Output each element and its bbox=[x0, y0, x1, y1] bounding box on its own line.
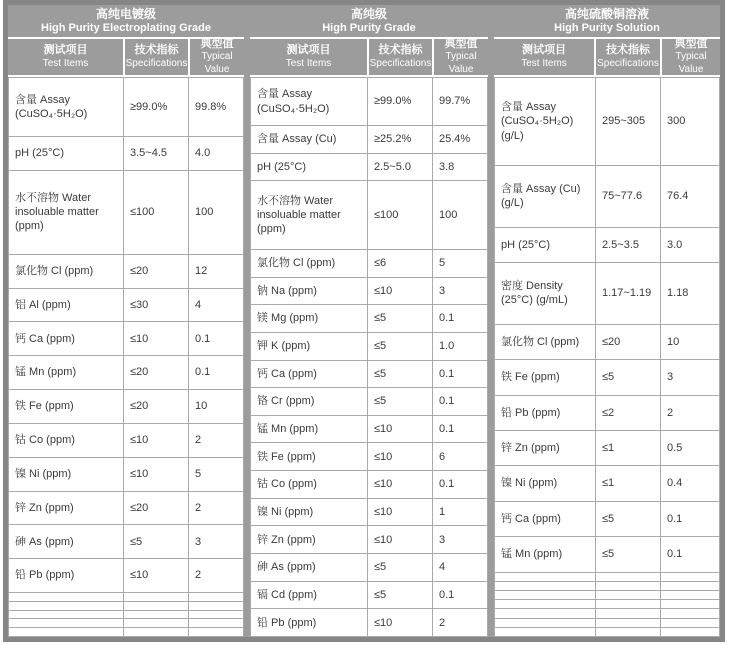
cell-test-item: 钙 Ca (ppm) bbox=[495, 501, 596, 536]
column-header-specifications bbox=[369, 39, 432, 75]
table-row bbox=[251, 181, 488, 250]
cell-test-item bbox=[495, 609, 596, 618]
section-body-table bbox=[494, 77, 720, 637]
cell-typical-value bbox=[661, 618, 720, 627]
cell-typical-value: 3 bbox=[433, 526, 488, 554]
cell-specification: ≤5 bbox=[368, 554, 433, 582]
table-row bbox=[495, 627, 720, 636]
cell-test-item: 含量 Assay (CuSO₄·5H₂O) (g/L) bbox=[495, 78, 596, 166]
table-row bbox=[251, 388, 488, 416]
cell-test-item: 砷 As (ppm) bbox=[9, 525, 124, 559]
cell-specification: ≤10 bbox=[124, 559, 189, 593]
table-row bbox=[495, 324, 720, 359]
table-row bbox=[9, 559, 244, 593]
table-row bbox=[9, 254, 244, 288]
column-header-label-en: Specifications bbox=[597, 57, 659, 69]
table-row bbox=[9, 423, 244, 457]
cell-typical-value: 0.1 bbox=[433, 388, 488, 416]
table-row bbox=[251, 443, 488, 471]
cell-typical-value: 99.8% bbox=[189, 78, 244, 137]
column-header-label-zh: 技术指标 bbox=[134, 43, 179, 56]
cell-test-item: 镉 Cd (ppm) bbox=[251, 581, 368, 609]
table-row bbox=[9, 78, 244, 137]
section-body-table bbox=[8, 77, 244, 637]
cell-specification: ≤10 bbox=[124, 457, 189, 491]
cell-test-item: 氯化物 Cl (ppm) bbox=[9, 254, 124, 288]
table-row bbox=[9, 601, 244, 610]
section-title-en: High Purity Solution bbox=[554, 21, 660, 34]
table-row bbox=[251, 153, 488, 181]
cell-typical-value bbox=[661, 600, 720, 609]
section-title-high-purity-grade bbox=[250, 5, 488, 37]
cell-specification: ≥99.0% bbox=[124, 78, 189, 137]
table-row bbox=[9, 491, 244, 525]
column-header-specifications bbox=[125, 39, 188, 75]
table-row bbox=[495, 263, 720, 325]
cell-typical-value: 2 bbox=[189, 491, 244, 525]
cell-typical-value: 0.1 bbox=[189, 322, 244, 356]
cell-specification: ≤5 bbox=[596, 537, 661, 572]
column-header-label-en: Test Items bbox=[42, 57, 89, 69]
cell-specification bbox=[596, 581, 661, 590]
cell-test-item: 钾 K (ppm) bbox=[251, 332, 368, 360]
section-title-zh: 高纯硫酸铜溶液 bbox=[564, 6, 649, 21]
column-header-label-zh: 典型值 bbox=[200, 37, 234, 50]
cell-specification: ≤10 bbox=[368, 277, 433, 305]
column-header-typical-value bbox=[434, 39, 488, 75]
cell-typical-value: 0.1 bbox=[433, 471, 488, 499]
section-title-electroplating-grade bbox=[8, 5, 244, 37]
cell-test-item: 铅 Pb (ppm) bbox=[9, 559, 124, 593]
table-row bbox=[495, 466, 720, 501]
cell-specification: ≤10 bbox=[368, 526, 433, 554]
cell-specification: 3.5~4.5 bbox=[124, 136, 189, 170]
cell-typical-value: 4.0 bbox=[189, 136, 244, 170]
cell-test-item: 锌 Zn (ppm) bbox=[495, 430, 596, 465]
cell-test-item: 钠 Na (ppm) bbox=[251, 277, 368, 305]
column-header-label-zh: 技术指标 bbox=[378, 43, 423, 56]
table-row bbox=[251, 554, 488, 582]
cell-typical-value bbox=[189, 610, 244, 619]
column-headers bbox=[250, 39, 488, 75]
cell-typical-value: 6 bbox=[433, 443, 488, 471]
cell-typical-value: 0.1 bbox=[433, 360, 488, 388]
cell-specification: ≤10 bbox=[368, 498, 433, 526]
column-header-label-zh: 测试项目 bbox=[522, 43, 566, 56]
table-row bbox=[495, 227, 720, 262]
cell-specification: ≤1 bbox=[596, 466, 661, 501]
cell-typical-value: 0.1 bbox=[433, 415, 488, 443]
cell-test-item: 钙 Ca (ppm) bbox=[251, 360, 368, 388]
column-header-label-en: Specifications bbox=[369, 57, 432, 69]
table-row bbox=[495, 430, 720, 465]
cell-test-item: 铁 Fe (ppm) bbox=[495, 360, 596, 395]
cell-specification: ≤2 bbox=[596, 395, 661, 430]
cell-typical-value: 2 bbox=[189, 423, 244, 457]
table-row bbox=[9, 619, 244, 628]
cell-typical-value: 100 bbox=[189, 170, 244, 254]
cell-specification: ≥99.0% bbox=[368, 78, 433, 126]
cell-test-item: 铁 Fe (ppm) bbox=[251, 443, 368, 471]
cell-typical-value: 2 bbox=[433, 609, 488, 637]
table-row bbox=[495, 360, 720, 395]
cell-specification bbox=[124, 628, 189, 637]
cell-test-item bbox=[495, 600, 596, 609]
table-row bbox=[9, 525, 244, 559]
table-row bbox=[495, 165, 720, 227]
cell-typical-value bbox=[661, 581, 720, 590]
cell-specification: 2.5~5.0 bbox=[368, 153, 433, 181]
cell-specification bbox=[596, 600, 661, 609]
cell-typical-value: 3.0 bbox=[661, 227, 720, 262]
cell-specification: 75~77.6 bbox=[596, 165, 661, 227]
table-row bbox=[251, 526, 488, 554]
cell-typical-value bbox=[661, 572, 720, 581]
cell-specification: ≤10 bbox=[368, 609, 433, 637]
cell-specification bbox=[596, 590, 661, 599]
cell-typical-value: 0.1 bbox=[433, 581, 488, 609]
cell-typical-value: 10 bbox=[661, 324, 720, 359]
cell-test-item: 密度 Density (25°C) (g/mL) bbox=[495, 263, 596, 325]
cell-specification: ≤5 bbox=[368, 332, 433, 360]
table-row bbox=[495, 501, 720, 536]
column-header-typical-value bbox=[190, 39, 244, 75]
cell-typical-value: 0.1 bbox=[661, 501, 720, 536]
cell-specification: ≥25.2% bbox=[368, 126, 433, 154]
cell-specification: ≤30 bbox=[124, 288, 189, 322]
section-title-zh: 高纯级 bbox=[350, 6, 387, 21]
column-header-label-en: Typical Value bbox=[445, 51, 477, 75]
section-high-purity-solution bbox=[494, 5, 720, 637]
table-row bbox=[495, 618, 720, 627]
table-row bbox=[251, 498, 488, 526]
cell-typical-value: 25.4% bbox=[433, 126, 488, 154]
cell-typical-value: 5 bbox=[189, 457, 244, 491]
cell-specification: ≤5 bbox=[368, 581, 433, 609]
table-row bbox=[251, 471, 488, 499]
cell-typical-value: 2 bbox=[661, 395, 720, 430]
cell-specification: ≤100 bbox=[124, 170, 189, 254]
table-row bbox=[9, 322, 244, 356]
column-header-test-items bbox=[250, 39, 367, 75]
cell-test-item bbox=[495, 627, 596, 636]
cell-test-item: 铝 Al (ppm) bbox=[9, 288, 124, 322]
table-row bbox=[9, 356, 244, 390]
cell-specification: ≤10 bbox=[124, 423, 189, 457]
cell-test-item: 铅 Pb (ppm) bbox=[251, 609, 368, 637]
cell-test-item bbox=[495, 572, 596, 581]
table-row bbox=[251, 332, 488, 360]
cell-specification: 295~305 bbox=[596, 78, 661, 166]
cell-test-item: 锰 Mn (ppm) bbox=[9, 356, 124, 390]
cell-typical-value: 3 bbox=[661, 360, 720, 395]
section-title-en: High Purity Electroplating Grade bbox=[41, 21, 211, 34]
cell-specification: 1.17~1.19 bbox=[596, 263, 661, 325]
cell-test-item bbox=[9, 610, 124, 619]
column-header-label-en: Test Items bbox=[285, 57, 332, 69]
cell-test-item: 含量 Assay (CuSO₄·5H₂O) bbox=[9, 78, 124, 137]
table-row bbox=[495, 600, 720, 609]
table-row bbox=[251, 249, 488, 277]
column-header-label-en: Specifications bbox=[125, 57, 188, 69]
cell-test-item: 砷 As (ppm) bbox=[251, 554, 368, 582]
cell-specification: ≤1 bbox=[596, 430, 661, 465]
column-header-label-en: Typical Value bbox=[201, 51, 233, 75]
cell-typical-value: 100 bbox=[433, 181, 488, 250]
cell-specification: ≤5 bbox=[368, 388, 433, 416]
table-row bbox=[9, 390, 244, 424]
cell-typical-value: 3 bbox=[189, 525, 244, 559]
cell-typical-value: 0.5 bbox=[661, 430, 720, 465]
cell-specification: ≤10 bbox=[368, 415, 433, 443]
cell-test-item: 铅 Pb (ppm) bbox=[495, 395, 596, 430]
column-headers bbox=[494, 39, 720, 75]
column-header-label-en: Typical Value bbox=[675, 51, 707, 75]
cell-typical-value: 12 bbox=[189, 254, 244, 288]
cell-typical-value bbox=[189, 619, 244, 628]
cell-typical-value: 4 bbox=[433, 554, 488, 582]
table-row bbox=[495, 581, 720, 590]
cell-test-item bbox=[9, 619, 124, 628]
cell-specification bbox=[124, 619, 189, 628]
table-row bbox=[251, 277, 488, 305]
table-row bbox=[495, 609, 720, 618]
cell-typical-value bbox=[189, 601, 244, 610]
cell-typical-value: 1 bbox=[433, 498, 488, 526]
cell-typical-value: 3.8 bbox=[433, 153, 488, 181]
table-row bbox=[495, 395, 720, 430]
cell-specification: ≤20 bbox=[124, 390, 189, 424]
cell-test-item bbox=[495, 581, 596, 590]
cell-specification: ≤20 bbox=[124, 491, 189, 525]
section-body-table bbox=[250, 77, 488, 637]
table-row bbox=[495, 537, 720, 572]
cell-specification bbox=[124, 610, 189, 619]
cell-specification bbox=[596, 609, 661, 618]
table-row bbox=[251, 360, 488, 388]
table-row bbox=[9, 610, 244, 619]
cell-specification: ≤20 bbox=[124, 356, 189, 390]
column-header-label-zh: 典型值 bbox=[444, 37, 478, 50]
cell-test-item: 氯化物 Cl (ppm) bbox=[495, 324, 596, 359]
cell-typical-value: 10 bbox=[189, 390, 244, 424]
table-row bbox=[251, 415, 488, 443]
cell-specification: ≤5 bbox=[596, 501, 661, 536]
cell-test-item: 钴 Co (ppm) bbox=[9, 423, 124, 457]
table-row bbox=[495, 572, 720, 581]
cell-typical-value bbox=[189, 593, 244, 602]
table-row bbox=[495, 590, 720, 599]
cell-typical-value bbox=[661, 609, 720, 618]
cell-specification: ≤10 bbox=[124, 322, 189, 356]
cell-typical-value: 1.0 bbox=[433, 332, 488, 360]
cell-specification bbox=[596, 618, 661, 627]
table-row bbox=[251, 126, 488, 154]
column-header-typical-value bbox=[662, 39, 720, 75]
cell-test-item: 含量 Assay (CuSO₄·5H₂O) bbox=[251, 78, 368, 126]
cell-test-item: 铬 Cr (ppm) bbox=[251, 388, 368, 416]
cell-specification bbox=[596, 627, 661, 636]
cell-specification bbox=[124, 601, 189, 610]
column-header-test-items bbox=[494, 39, 594, 75]
column-header-label-zh: 测试项目 bbox=[286, 43, 331, 56]
section-electroplating-grade bbox=[8, 5, 244, 637]
table-row bbox=[9, 628, 244, 637]
cell-test-item: 锌 Zn (ppm) bbox=[9, 491, 124, 525]
column-header-label-zh: 技术指标 bbox=[606, 43, 650, 56]
cell-typical-value: 0.4 bbox=[661, 466, 720, 501]
cell-test-item: 镍 Ni (ppm) bbox=[251, 498, 368, 526]
cell-specification: ≤5 bbox=[368, 360, 433, 388]
cell-test-item: 锰 Mn (ppm) bbox=[495, 537, 596, 572]
cell-typical-value: 0.1 bbox=[433, 305, 488, 333]
cell-test-item: pH (25°C) bbox=[9, 136, 124, 170]
table-row bbox=[251, 581, 488, 609]
cell-test-item: 镁 Mg (ppm) bbox=[251, 305, 368, 333]
cell-specification: ≤5 bbox=[596, 360, 661, 395]
cell-test-item bbox=[495, 618, 596, 627]
cell-specification: ≤10 bbox=[368, 443, 433, 471]
cell-specification: ≤20 bbox=[596, 324, 661, 359]
cell-typical-value: 76.4 bbox=[661, 165, 720, 227]
column-headers bbox=[8, 39, 244, 75]
table-row bbox=[9, 288, 244, 322]
table-row bbox=[9, 136, 244, 170]
cell-specification: ≤100 bbox=[368, 181, 433, 250]
cell-test-item: 钴 Co (ppm) bbox=[251, 471, 368, 499]
section-title-high-purity-solution bbox=[494, 5, 720, 37]
cell-typical-value: 300 bbox=[661, 78, 720, 166]
cell-specification: ≤5 bbox=[368, 305, 433, 333]
cell-specification: ≤20 bbox=[124, 254, 189, 288]
column-header-label-zh: 测试项目 bbox=[43, 43, 88, 56]
column-header-test-items bbox=[8, 39, 123, 75]
cell-typical-value: 4 bbox=[189, 288, 244, 322]
cell-test-item: 水不溶物 Water insoluable matter (ppm) bbox=[251, 181, 368, 250]
cell-typical-value: 2 bbox=[189, 559, 244, 593]
cell-typical-value: 0.1 bbox=[661, 537, 720, 572]
table-row bbox=[495, 78, 720, 166]
cell-test-item: 锰 Mn (ppm) bbox=[251, 415, 368, 443]
table-row bbox=[9, 457, 244, 491]
cell-specification: ≤10 bbox=[368, 471, 433, 499]
cell-test-item: 镍 Ni (ppm) bbox=[9, 457, 124, 491]
table-row bbox=[9, 170, 244, 254]
cell-typical-value bbox=[189, 628, 244, 637]
section-title-en: High Purity Grade bbox=[322, 21, 416, 34]
cell-specification: 2.5~3.5 bbox=[596, 227, 661, 262]
cell-typical-value bbox=[661, 590, 720, 599]
column-header-label-zh: 典型值 bbox=[674, 37, 708, 50]
cell-test-item: pH (25°C) bbox=[495, 227, 596, 262]
cell-test-item: 水不溶物 Water insoluable matter (ppm) bbox=[9, 170, 124, 254]
cell-test-item: 含量 Assay (Cu) bbox=[251, 126, 368, 154]
cell-test-item bbox=[495, 590, 596, 599]
cell-specification bbox=[596, 572, 661, 581]
section-title-zh: 高纯电镀级 bbox=[95, 6, 156, 21]
cell-specification: ≤6 bbox=[368, 249, 433, 277]
cell-test-item: 钙 Ca (ppm) bbox=[9, 322, 124, 356]
cell-typical-value: 5 bbox=[433, 249, 488, 277]
cell-test-item: 锌 Zn (ppm) bbox=[251, 526, 368, 554]
cell-test-item bbox=[9, 601, 124, 610]
cell-typical-value bbox=[661, 627, 720, 636]
cell-test-item bbox=[9, 628, 124, 637]
cell-test-item: 铁 Fe (ppm) bbox=[9, 390, 124, 424]
cell-typical-value: 1.18 bbox=[661, 263, 720, 325]
cell-specification bbox=[124, 593, 189, 602]
cell-test-item: pH (25°C) bbox=[251, 153, 368, 181]
table-row bbox=[251, 305, 488, 333]
column-header-label-en: Test Items bbox=[521, 57, 567, 69]
section-high-purity-grade bbox=[250, 5, 488, 637]
cell-typical-value: 99.7% bbox=[433, 78, 488, 126]
cell-specification: ≤5 bbox=[124, 525, 189, 559]
column-header-specifications bbox=[596, 39, 660, 75]
cell-typical-value: 0.1 bbox=[189, 356, 244, 390]
cell-typical-value: 3 bbox=[433, 277, 488, 305]
table-row bbox=[9, 593, 244, 602]
cell-test-item bbox=[9, 593, 124, 602]
cell-test-item: 含量 Assay (Cu) (g/L) bbox=[495, 165, 596, 227]
table-row bbox=[251, 609, 488, 637]
cell-test-item: 氯化物 Cl (ppm) bbox=[251, 249, 368, 277]
cell-test-item: 镍 Ni (ppm) bbox=[495, 466, 596, 501]
table-row bbox=[251, 78, 488, 126]
spec-table bbox=[3, 0, 725, 642]
